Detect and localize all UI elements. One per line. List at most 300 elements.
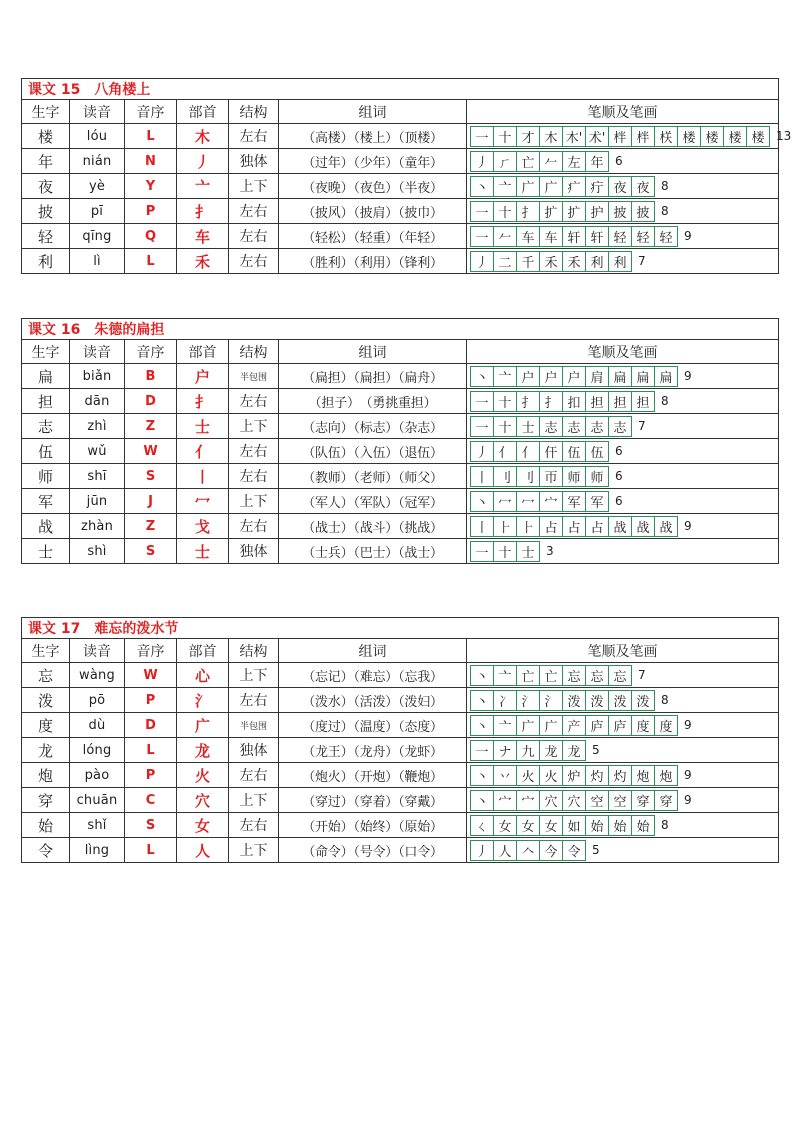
- stroke-step: 广: [517, 177, 540, 196]
- stroke-step: 穿: [632, 791, 655, 810]
- stroke-count: 6: [615, 469, 623, 483]
- stroke-step: 庐: [586, 716, 609, 735]
- stroke-step: 占: [563, 517, 586, 536]
- stroke-step: 禾: [540, 252, 563, 271]
- stroke-count: 9: [684, 519, 692, 533]
- stroke-step: 军: [590, 495, 604, 511]
- column-header: 读音: [70, 340, 125, 364]
- word-group-cell: （穿过）（穿着）（穿戴）: [279, 788, 467, 813]
- table-row: [22, 539, 779, 564]
- stroke-step: 女: [540, 816, 563, 835]
- pinyin-cell: dān: [70, 389, 125, 414]
- stroke-step: 楼: [701, 127, 724, 146]
- phonetic-order-cell: P: [125, 199, 177, 224]
- phonetic-order-cell: N: [125, 149, 177, 174]
- stroke-step: 十: [494, 417, 517, 436]
- character-cell: 士: [22, 539, 70, 564]
- pinyin-cell: chuān: [70, 788, 125, 813]
- character-cell: 夜: [22, 174, 70, 199]
- table-row: [22, 663, 779, 688]
- structure-cell: 左右: [229, 763, 279, 788]
- radical-cell: 广: [177, 713, 229, 738]
- stroke-step: 广: [517, 716, 540, 735]
- character-cell: 扁: [22, 364, 70, 389]
- lesson-table: [21, 78, 792, 274]
- stroke-step: 龙: [540, 741, 563, 760]
- column-header: 部首: [177, 340, 229, 364]
- phonetic-order-cell: J: [125, 489, 177, 514]
- stroke-step: 炮: [632, 766, 655, 785]
- column-header: 组词: [279, 639, 467, 663]
- stroke-step: 轻: [632, 227, 655, 246]
- stroke-step: 泼: [636, 694, 650, 710]
- structure-cell: 上下: [229, 174, 279, 199]
- stroke-order-strip: [470, 466, 609, 487]
- phonetic-order-cell: Y: [125, 174, 177, 199]
- structure-cell: 上下: [229, 414, 279, 439]
- stroke-order-strip: [470, 840, 586, 861]
- radical-cell: 车: [177, 224, 229, 249]
- lesson-17-table: [21, 617, 778, 863]
- stroke-order-strip: [470, 715, 678, 736]
- structure-cell: 左右: [229, 514, 279, 539]
- pinyin-cell: lì: [70, 249, 125, 274]
- phonetic-order-cell: P: [125, 688, 177, 713]
- structure-cell: 上下: [229, 838, 279, 863]
- stroke-step: 亻: [517, 442, 540, 461]
- column-header: 读音: [70, 100, 125, 124]
- stroke-step: 志: [613, 420, 627, 436]
- stroke-count: 6: [615, 154, 623, 168]
- stroke-step: 丷: [494, 766, 517, 785]
- stroke-step: 一: [471, 417, 494, 436]
- stroke-step: 冖: [494, 492, 517, 511]
- stroke-step: 帀: [540, 467, 563, 486]
- stroke-count: 9: [684, 793, 692, 807]
- word-group-cell: （命令）（号令）（口令）: [279, 838, 467, 863]
- structure-cell: 左右: [229, 249, 279, 274]
- lesson-title-row: [22, 319, 779, 340]
- stroke-step: 户: [540, 367, 563, 386]
- word-group-cell: （过年）（少年）（童年）: [279, 149, 467, 174]
- word-group-cell: （战士）（战斗）（挑战）: [279, 514, 467, 539]
- stroke-step: 年: [590, 155, 604, 171]
- stroke-count: 6: [615, 494, 623, 508]
- radical-cell: 木: [177, 124, 229, 149]
- phonetic-order-cell: L: [125, 838, 177, 863]
- stroke-step: 一: [471, 202, 494, 221]
- stroke-step: 轻: [659, 230, 673, 246]
- stroke-step: 一: [471, 741, 494, 760]
- stroke-step: 一: [471, 542, 494, 561]
- stroke-step: 忘: [586, 666, 609, 685]
- stroke-step: 亡: [517, 666, 540, 685]
- phonetic-order-cell: W: [125, 439, 177, 464]
- stroke-step: 炉: [563, 766, 586, 785]
- stroke-step: 志: [586, 417, 609, 436]
- stroke-order-cell: [467, 249, 779, 274]
- stroke-order-strip: [470, 126, 770, 147]
- phonetic-order-cell: L: [125, 249, 177, 274]
- column-header: 结构: [229, 340, 279, 364]
- stroke-step: 扁: [632, 367, 655, 386]
- stroke-order-strip: [470, 201, 655, 222]
- stroke-step: 丨: [471, 467, 494, 486]
- phonetic-order-cell: D: [125, 713, 177, 738]
- stroke-step: 穿: [659, 794, 673, 810]
- stroke-order-cell: [467, 149, 779, 174]
- stroke-step: 九: [517, 741, 540, 760]
- stroke-step: 泼: [609, 691, 632, 710]
- stroke-step: 度: [632, 716, 655, 735]
- stroke-step: 师: [590, 470, 604, 486]
- stroke-order-strip: [470, 690, 655, 711]
- lesson-title-row: [22, 618, 779, 639]
- stroke-order-strip: [470, 416, 632, 437]
- stroke-step: 志: [540, 417, 563, 436]
- word-group-cell: （开始）（始终）（原始）: [279, 813, 467, 838]
- header-row: [22, 639, 779, 663]
- stroke-step: 广: [540, 716, 563, 735]
- phonetic-order-cell: P: [125, 763, 177, 788]
- stroke-step: 伍: [590, 445, 604, 461]
- stroke-step: 利: [586, 252, 609, 271]
- pinyin-cell: lóng: [70, 738, 125, 763]
- column-header: 结构: [229, 100, 279, 124]
- stroke-step: 冫: [494, 691, 517, 710]
- stroke-step: 始: [636, 819, 650, 835]
- stroke-order-cell: [467, 713, 779, 738]
- radical-cell: 亠: [177, 174, 229, 199]
- stroke-step: 仠: [540, 442, 563, 461]
- table-row: [22, 514, 779, 539]
- table-row: [22, 813, 779, 838]
- stroke-step: 肩: [586, 367, 609, 386]
- character-cell: 炮: [22, 763, 70, 788]
- pinyin-cell: dù: [70, 713, 125, 738]
- stroke-step: 氵: [517, 691, 540, 710]
- stroke-count: 3: [546, 544, 554, 558]
- stroke-step: 扌: [517, 202, 540, 221]
- structure-cell: 左右: [229, 464, 279, 489]
- lesson-title: 课文 16 朱德的扁担: [22, 319, 779, 340]
- stroke-order-cell: [467, 763, 779, 788]
- stroke-step: 占: [586, 517, 609, 536]
- stroke-step: 夜: [636, 180, 650, 196]
- radical-cell: 士: [177, 414, 229, 439]
- stroke-step: 楼: [751, 130, 765, 146]
- pinyin-cell: yè: [70, 174, 125, 199]
- structure-cell: 左右: [229, 124, 279, 149]
- stroke-order-cell: [467, 364, 779, 389]
- stroke-order-strip: [470, 151, 609, 172]
- character-cell: 令: [22, 838, 70, 863]
- stroke-order-cell: [467, 439, 779, 464]
- pinyin-cell: pō: [70, 688, 125, 713]
- stroke-step: 𠂉: [494, 227, 517, 246]
- stroke-step: 夜: [609, 177, 632, 196]
- stroke-step: 担: [586, 392, 609, 411]
- structure-cell: 上下: [229, 663, 279, 688]
- stroke-step: 𠆢: [517, 841, 540, 860]
- stroke-step: 术': [586, 127, 609, 146]
- stroke-step: 车: [517, 227, 540, 246]
- word-group-cell: （度过）（温度）（态度）: [279, 713, 467, 738]
- stroke-step: 𠂉: [540, 152, 563, 171]
- table-row: [22, 489, 779, 514]
- stroke-step: 亠: [494, 367, 517, 386]
- word-group-cell: （忘记）（难忘）（忘我）: [279, 663, 467, 688]
- stroke-order-cell: [467, 464, 779, 489]
- table-row: [22, 688, 779, 713]
- stroke-order-strip: [470, 176, 655, 197]
- stroke-count: 8: [661, 818, 669, 832]
- stroke-order-strip: [470, 815, 655, 836]
- word-group-cell: （龙王）（龙舟）（龙虾）: [279, 738, 467, 763]
- phonetic-order-cell: S: [125, 539, 177, 564]
- stroke-step: 泼: [563, 691, 586, 710]
- stroke-step: 忘: [613, 669, 627, 685]
- stroke-step: ⺊: [517, 517, 540, 536]
- stroke-step: 轩: [586, 227, 609, 246]
- character-cell: 战: [22, 514, 70, 539]
- table-row: [22, 174, 779, 199]
- stroke-step: 炮: [659, 769, 673, 785]
- table-row: [22, 713, 779, 738]
- stroke-order-strip: [470, 491, 609, 512]
- stroke-step: 担: [636, 395, 650, 411]
- table-row: [22, 763, 779, 788]
- stroke-order-cell: [467, 813, 779, 838]
- lesson-table: [21, 617, 779, 863]
- stroke-step: 扣: [563, 392, 586, 411]
- stroke-step: 扁: [609, 367, 632, 386]
- character-cell: 始: [22, 813, 70, 838]
- word-group-cell: （教师）（老师）（师父）: [279, 464, 467, 489]
- radical-cell: 士: [177, 539, 229, 564]
- stroke-step: 一: [471, 392, 494, 411]
- stroke-step: 令: [567, 844, 581, 860]
- character-cell: 军: [22, 489, 70, 514]
- column-header: 笔顺及笔画: [467, 340, 779, 364]
- table-row: [22, 738, 779, 763]
- structure-cell: 左右: [229, 199, 279, 224]
- stroke-count: 5: [592, 843, 600, 857]
- stroke-step: 丿: [471, 152, 494, 171]
- character-cell: 披: [22, 199, 70, 224]
- stroke-count: 9: [684, 718, 692, 732]
- stroke-step: 木': [563, 127, 586, 146]
- stroke-step: 丶: [471, 177, 494, 196]
- stroke-step: 始: [586, 816, 609, 835]
- stroke-step: 丶: [471, 492, 494, 511]
- stroke-step: 穴: [540, 791, 563, 810]
- stroke-order-cell: [467, 199, 779, 224]
- stroke-step: 木: [540, 127, 563, 146]
- stroke-order-cell: [467, 414, 779, 439]
- stroke-step: 柈: [609, 127, 632, 146]
- word-group-cell: （担子） （勇挑重担）: [279, 389, 467, 414]
- stroke-step: 丶: [471, 791, 494, 810]
- stroke-step: 扩: [563, 202, 586, 221]
- stroke-step: 十: [494, 542, 517, 561]
- radical-cell: 人: [177, 838, 229, 863]
- structure-cell: 半包围: [229, 364, 279, 389]
- table-row: [22, 389, 779, 414]
- lesson-16-table: [21, 318, 778, 564]
- structure-cell: 左右: [229, 389, 279, 414]
- stroke-step: 士: [517, 417, 540, 436]
- word-group-cell: （高楼）（楼上）（顶楼）: [279, 124, 467, 149]
- stroke-step: 车: [540, 227, 563, 246]
- column-header: 组词: [279, 340, 467, 364]
- radical-cell: 戈: [177, 514, 229, 539]
- stroke-step: 柈: [632, 127, 655, 146]
- stroke-order-cell: [467, 174, 779, 199]
- stroke-step: 十: [494, 392, 517, 411]
- stroke-step: 十: [494, 127, 517, 146]
- stroke-step: 穴: [563, 791, 586, 810]
- stroke-step: 二: [494, 252, 517, 271]
- table-row: [22, 199, 779, 224]
- character-cell: 利: [22, 249, 70, 274]
- table-row: [22, 149, 779, 174]
- character-cell: 龙: [22, 738, 70, 763]
- lesson-title: 课文 17 难忘的泼水节: [22, 618, 779, 639]
- stroke-step: 亡: [517, 152, 540, 171]
- stroke-step: 轻: [609, 227, 632, 246]
- stroke-count: 8: [661, 394, 669, 408]
- stroke-step: 披: [609, 202, 632, 221]
- stroke-step: 今: [540, 841, 563, 860]
- column-header: 笔顺及笔画: [467, 100, 779, 124]
- stroke-step: 亠: [494, 716, 517, 735]
- structure-cell: 独体: [229, 149, 279, 174]
- stroke-order-strip: [470, 391, 655, 412]
- character-cell: 担: [22, 389, 70, 414]
- word-group-cell: （泼水）（活泼）（泼妇）: [279, 688, 467, 713]
- stroke-step: 亠: [494, 666, 517, 685]
- phonetic-order-cell: Z: [125, 414, 177, 439]
- table-row: [22, 838, 779, 863]
- column-header: 音序: [125, 639, 177, 663]
- stroke-count: 7: [638, 668, 646, 682]
- stroke-step: 庐: [609, 716, 632, 735]
- character-cell: 穿: [22, 788, 70, 813]
- column-header: 结构: [229, 639, 279, 663]
- stroke-step: 丶: [471, 367, 494, 386]
- stroke-step: 空: [586, 791, 609, 810]
- radical-cell: 亻: [177, 439, 229, 464]
- structure-cell: 独体: [229, 539, 279, 564]
- column-header: 音序: [125, 340, 177, 364]
- stroke-step: 士: [521, 545, 535, 561]
- phonetic-order-cell: D: [125, 389, 177, 414]
- structure-cell: 左右: [229, 688, 279, 713]
- radical-cell: 龙: [177, 738, 229, 763]
- stroke-step: 户: [563, 367, 586, 386]
- column-header: 生字: [22, 100, 70, 124]
- stroke-order-strip: [470, 740, 586, 761]
- character-cell: 师: [22, 464, 70, 489]
- stroke-order-cell: [467, 738, 779, 763]
- stroke-step: 宀: [540, 492, 563, 511]
- character-cell: 轻: [22, 224, 70, 249]
- character-cell: 年: [22, 149, 70, 174]
- stroke-order-cell: [467, 838, 779, 863]
- stroke-step: 户: [517, 367, 540, 386]
- phonetic-order-cell: L: [125, 124, 177, 149]
- stroke-step: 氵: [540, 691, 563, 710]
- stroke-order-strip: [470, 541, 540, 562]
- stroke-order-strip: [470, 516, 678, 537]
- stroke-step: 火: [517, 766, 540, 785]
- stroke-step: 女: [517, 816, 540, 835]
- radical-cell: 扌: [177, 389, 229, 414]
- stroke-order-strip: [470, 226, 678, 247]
- stroke-step: 如: [563, 816, 586, 835]
- lesson-title: 课文 15 八角楼上: [22, 79, 779, 100]
- word-group-cell: （炮火）（开炮）（鞭炮）: [279, 763, 467, 788]
- stroke-step: 龙: [567, 744, 581, 760]
- pinyin-cell: zhì: [70, 414, 125, 439]
- stroke-step: 亠: [494, 177, 517, 196]
- stroke-step: 疒: [563, 177, 586, 196]
- structure-cell: 半包围: [229, 713, 279, 738]
- structure-cell: 左右: [229, 224, 279, 249]
- stroke-count: 13: [776, 129, 792, 143]
- stroke-order-strip: [470, 665, 632, 686]
- radical-cell: 禾: [177, 249, 229, 274]
- stroke-step: ㄑ: [471, 816, 494, 835]
- table-row: [22, 249, 779, 274]
- stroke-order-cell: [467, 688, 779, 713]
- character-cell: 泼: [22, 688, 70, 713]
- stroke-step: 扌: [517, 392, 540, 411]
- stroke-step: 丶: [471, 666, 494, 685]
- stroke-step: 产: [563, 716, 586, 735]
- stroke-step: ⺊: [494, 517, 517, 536]
- stroke-step: 宀: [494, 791, 517, 810]
- pinyin-cell: shī: [70, 464, 125, 489]
- phonetic-order-cell: Z: [125, 514, 177, 539]
- radical-cell: 火: [177, 763, 229, 788]
- pinyin-cell: jūn: [70, 489, 125, 514]
- stroke-order-cell: [467, 124, 792, 149]
- stroke-step: 扁: [659, 370, 673, 386]
- stroke-step: 空: [609, 791, 632, 810]
- stroke-step: 披: [636, 205, 650, 221]
- stroke-step: 忘: [563, 666, 586, 685]
- structure-cell: 上下: [229, 489, 279, 514]
- stroke-step: 栚: [655, 127, 678, 146]
- radical-cell: 女: [177, 813, 229, 838]
- pinyin-cell: lóu: [70, 124, 125, 149]
- pinyin-cell: wǔ: [70, 439, 125, 464]
- stroke-step: 亡: [540, 666, 563, 685]
- pinyin-cell: qīng: [70, 224, 125, 249]
- stroke-count: 6: [615, 444, 623, 458]
- table-row: [22, 788, 779, 813]
- table-row: [22, 124, 779, 149]
- stroke-step: 扩: [540, 202, 563, 221]
- pinyin-cell: pào: [70, 763, 125, 788]
- stroke-count: 8: [661, 693, 669, 707]
- word-group-cell: （扁担）（扁担）（扁舟）: [279, 364, 467, 389]
- stroke-step: 始: [609, 816, 632, 835]
- stroke-order-cell: [467, 224, 779, 249]
- stroke-step: 疔: [586, 177, 609, 196]
